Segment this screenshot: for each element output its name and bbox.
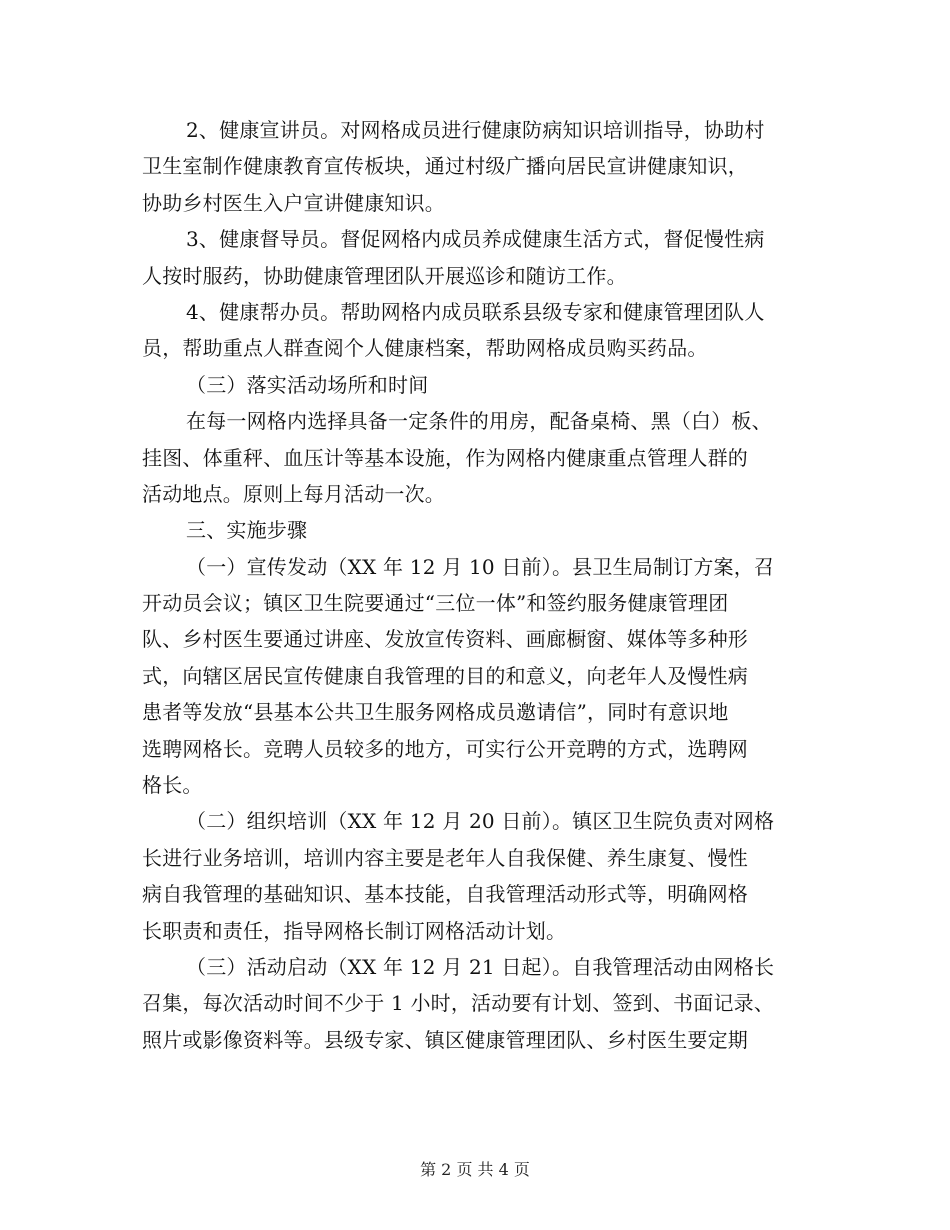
text-line: 3、健康督导员。督促网格内成员养成健康生活方式，督促慢性病 xyxy=(186,227,765,252)
text-line: 在每一网格内选择具备一定条件的用房，配备桌椅、黑（白）板、 xyxy=(186,409,772,434)
text-line: （三）活动启动（XX 年 12 月 21 日起）。自我管理活动由网格长 xyxy=(186,954,775,979)
text-line: 人按时服药，协助健康管理团队开展巡诊和随访工作。 xyxy=(142,263,627,288)
page-number: 第 2 页 共 4 页 xyxy=(420,1160,530,1179)
text-line: 队、乡村医生要通过讲座、发放宣传资料、画廊橱窗、媒体等多种形 xyxy=(142,627,748,652)
text-line: （一）宣传发动（XX 年 12 月 10 日前）。县卫生局制订方案，召 xyxy=(186,554,775,579)
text-line: 长职责和责任，指导网格长制订网格活动计划。 xyxy=(142,918,567,943)
text-line: 选聘网格长。竞聘人员较多的地方，可实行公开竞聘的方式，选聘网 xyxy=(142,736,748,761)
text-line: 格长。 xyxy=(142,773,203,798)
text-line: 病自我管理的基础知识、基本技能，自我管理活动形式等，明确网格 xyxy=(142,882,748,907)
text-line: （二）组织培训（XX 年 12 月 20 日前）。镇区卫生院负责对网格 xyxy=(186,809,775,834)
text-line: 照片或影像资料等。县级专家、镇区健康管理团队、乡村医生要定期 xyxy=(142,1027,748,1052)
text-line: 员，帮助重点人群查阅个人健康档案，帮助网格成员购买药品。 xyxy=(142,336,708,361)
text-line: 2、健康宣讲员。对网格成员进行健康防病知识培训指导，协助村 xyxy=(186,118,765,142)
text-line: 患者等发放“县基本公共卫生服务网格成员邀请信”，同时有意识地 xyxy=(142,700,729,725)
text-line: 卫生室制作健康教育宣传板块，通过村级广播向居民宣讲健康知识， xyxy=(142,154,748,179)
text-line: 4、健康帮办员。帮助网格内成员联系县级专家和健康管理团队人 xyxy=(186,299,765,324)
text-line: 召集，每次活动时间不少于 1 小时，活动要有计划、签到、书面记录、 xyxy=(142,991,775,1016)
text-line: 长进行业务培训，培训内容主要是老年人自我保健、养生康复、慢性 xyxy=(142,845,748,870)
text-line: 挂图、体重秤、血压计等基本设施，作为网格内健康重点管理人群的 xyxy=(142,445,748,470)
document-body xyxy=(142,112,808,1058)
page-footer xyxy=(0,1160,950,1180)
text-line: 协助乡村医生入户宣讲健康知识。 xyxy=(142,190,445,215)
text-line: 开动员会议；镇区卫生院要通过“三位一体”和签约服务健康管理团 xyxy=(142,591,729,616)
text-line: 式，向辖区居民宣传健康自我管理的目的和意义，向老年人及慢性病 xyxy=(142,663,748,688)
section-heading: 三、实施步骤 xyxy=(186,518,308,543)
text-line: 活动地点。原则上每月活动一次。 xyxy=(142,481,445,506)
section-heading: （三）落实活动场所和时间 xyxy=(186,372,429,397)
